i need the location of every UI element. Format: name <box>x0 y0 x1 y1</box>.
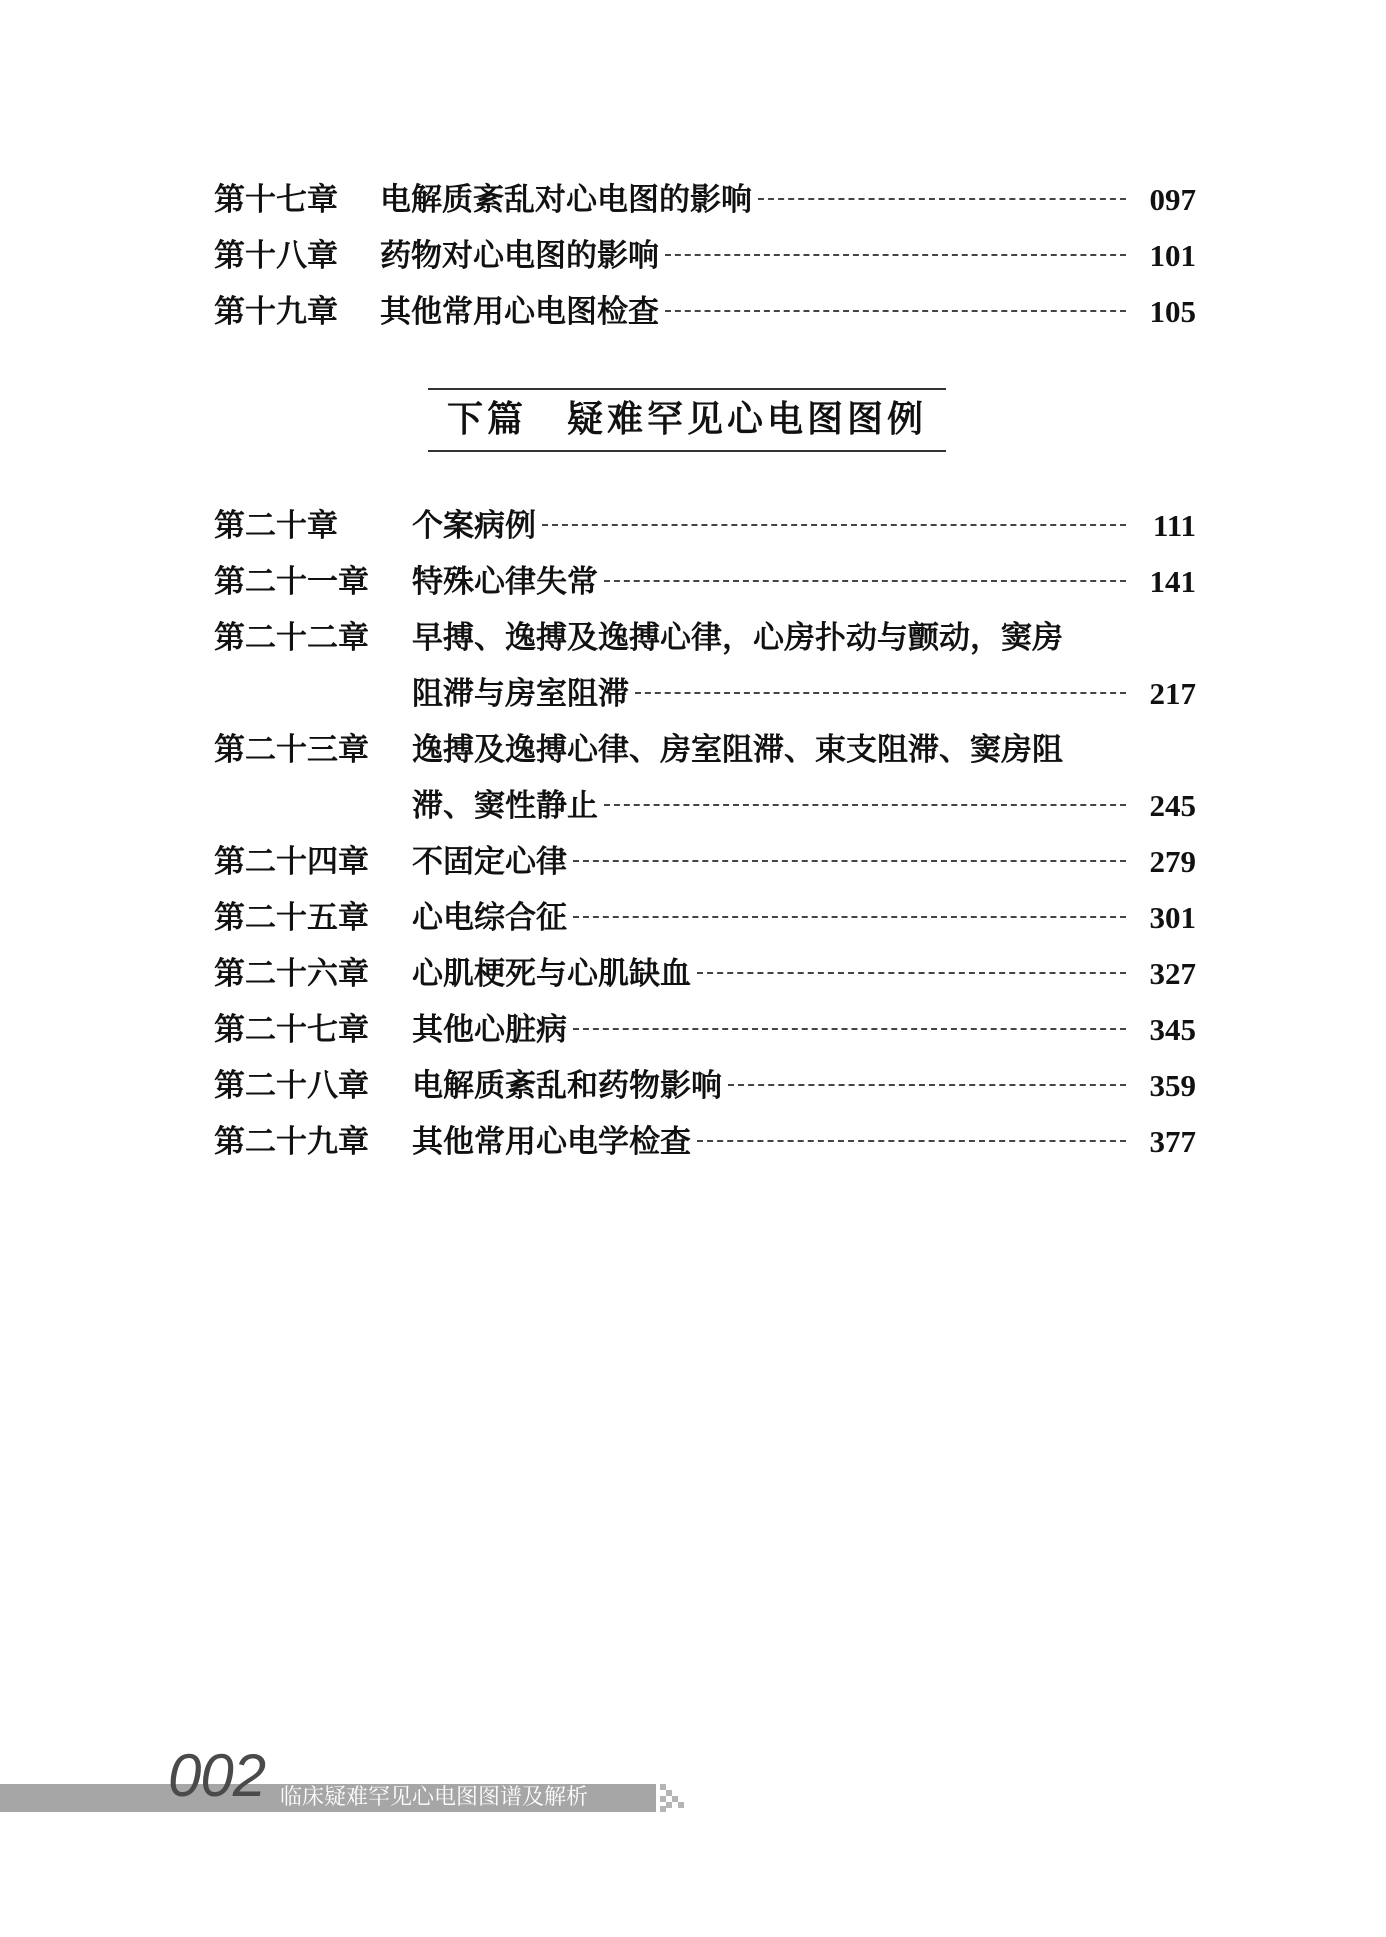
page-number: 141 <box>1149 564 1196 599</box>
page-number: 377 <box>1149 1124 1196 1159</box>
chapter-number: 第二十三章 <box>214 732 369 768</box>
dot-leader <box>697 972 1126 974</box>
toc-entry[interactable] <box>214 834 1196 890</box>
page-number: 097 <box>1149 182 1196 217</box>
chapter-number: 第二十一章 <box>214 564 369 600</box>
dot-leader <box>542 524 1126 526</box>
toc-entry[interactable] <box>214 1002 1196 1058</box>
dot-leader <box>697 1140 1126 1142</box>
page-number: 279 <box>1149 844 1196 879</box>
dot-leader <box>665 310 1126 312</box>
toc-entry[interactable] <box>214 722 1196 834</box>
chapter-number: 第二十五章 <box>214 900 369 936</box>
chapter-title: 电解质紊乱和药物影响 <box>412 1068 722 1104</box>
toc-part2 <box>214 498 1196 1170</box>
chapter-title: 滞、窦性静止 <box>412 788 598 824</box>
running-title: 临床疑难罕见心电图图谱及解析 <box>280 1785 589 1810</box>
page-number: 101 <box>1149 238 1196 273</box>
chapter-title: 个案病例 <box>412 508 536 544</box>
chapter-title: 心肌梗死与心肌缺血 <box>412 956 691 992</box>
chapter-title-line1: 逸搏及逸搏心律、房室阻滞、束支阻滞、窦房阻 <box>412 732 1063 768</box>
toc-entry[interactable] <box>214 1058 1196 1114</box>
chapter-number: 第二十九章 <box>214 1124 369 1160</box>
page-number: 105 <box>1149 294 1196 329</box>
chapter-number: 第二十八章 <box>214 1068 369 1104</box>
chapter-title-line1: 早搏、逸搏及逸搏心律，心房扑动与颤动，窦房 <box>412 620 1063 656</box>
toc-part1 <box>214 172 1196 340</box>
chapter-title: 阻滞与房室阻滞 <box>412 676 629 712</box>
chapter-title: 心电综合征 <box>412 900 567 936</box>
dot-leader <box>573 1028 1126 1030</box>
page-number: 111 <box>1152 508 1196 543</box>
chapter-number: 第二十四章 <box>214 844 369 880</box>
dot-leader <box>573 916 1126 918</box>
dot-leader <box>604 580 1126 582</box>
chapter-title: 电解质紊乱对心电图的影响 <box>380 182 752 218</box>
page-number: 327 <box>1149 956 1196 991</box>
chapter-number: 第二十章 <box>214 508 338 544</box>
toc-entry[interactable] <box>214 284 1196 340</box>
chapter-number: 第二十六章 <box>214 956 369 992</box>
toc-entry[interactable] <box>214 610 1196 722</box>
toc-entry[interactable] <box>214 1114 1196 1170</box>
pixel-ornament-icon <box>660 1784 686 1812</box>
dot-leader <box>604 804 1126 806</box>
part-heading: 下篇 疑难罕见心电图图例 <box>428 388 946 452</box>
chapter-title: 药物对心电图的影响 <box>380 238 659 274</box>
toc-entry[interactable] <box>214 228 1196 284</box>
toc-entry[interactable] <box>214 554 1196 610</box>
chapter-number: 第十八章 <box>214 238 338 274</box>
chapter-number: 第二十七章 <box>214 1012 369 1048</box>
dot-leader <box>573 860 1126 862</box>
chapter-number: 第十九章 <box>214 294 338 330</box>
chapter-title: 其他心脏病 <box>412 1012 567 1048</box>
page-number: 359 <box>1149 1068 1196 1103</box>
toc-entry[interactable] <box>214 172 1196 228</box>
dot-leader <box>635 692 1126 694</box>
toc-entry[interactable] <box>214 890 1196 946</box>
chapter-number: 第十七章 <box>214 182 338 218</box>
page-number: 301 <box>1149 900 1196 935</box>
toc-entry[interactable] <box>214 946 1196 1002</box>
chapter-number: 第二十二章 <box>214 620 369 656</box>
dot-leader <box>728 1084 1126 1086</box>
chapter-title: 特殊心律失常 <box>412 564 598 600</box>
dot-leader <box>758 198 1126 200</box>
chapter-title: 不固定心律 <box>412 844 567 880</box>
page-number: 217 <box>1149 676 1196 711</box>
dot-leader <box>665 254 1126 256</box>
page-number: 345 <box>1149 1012 1196 1047</box>
chapter-title: 其他常用心电图检查 <box>380 294 659 330</box>
toc-entry[interactable] <box>214 498 1196 554</box>
folio-page-number: 002 <box>168 1742 266 1809</box>
page-number: 245 <box>1149 788 1196 823</box>
chapter-title: 其他常用心电学检查 <box>412 1124 691 1160</box>
